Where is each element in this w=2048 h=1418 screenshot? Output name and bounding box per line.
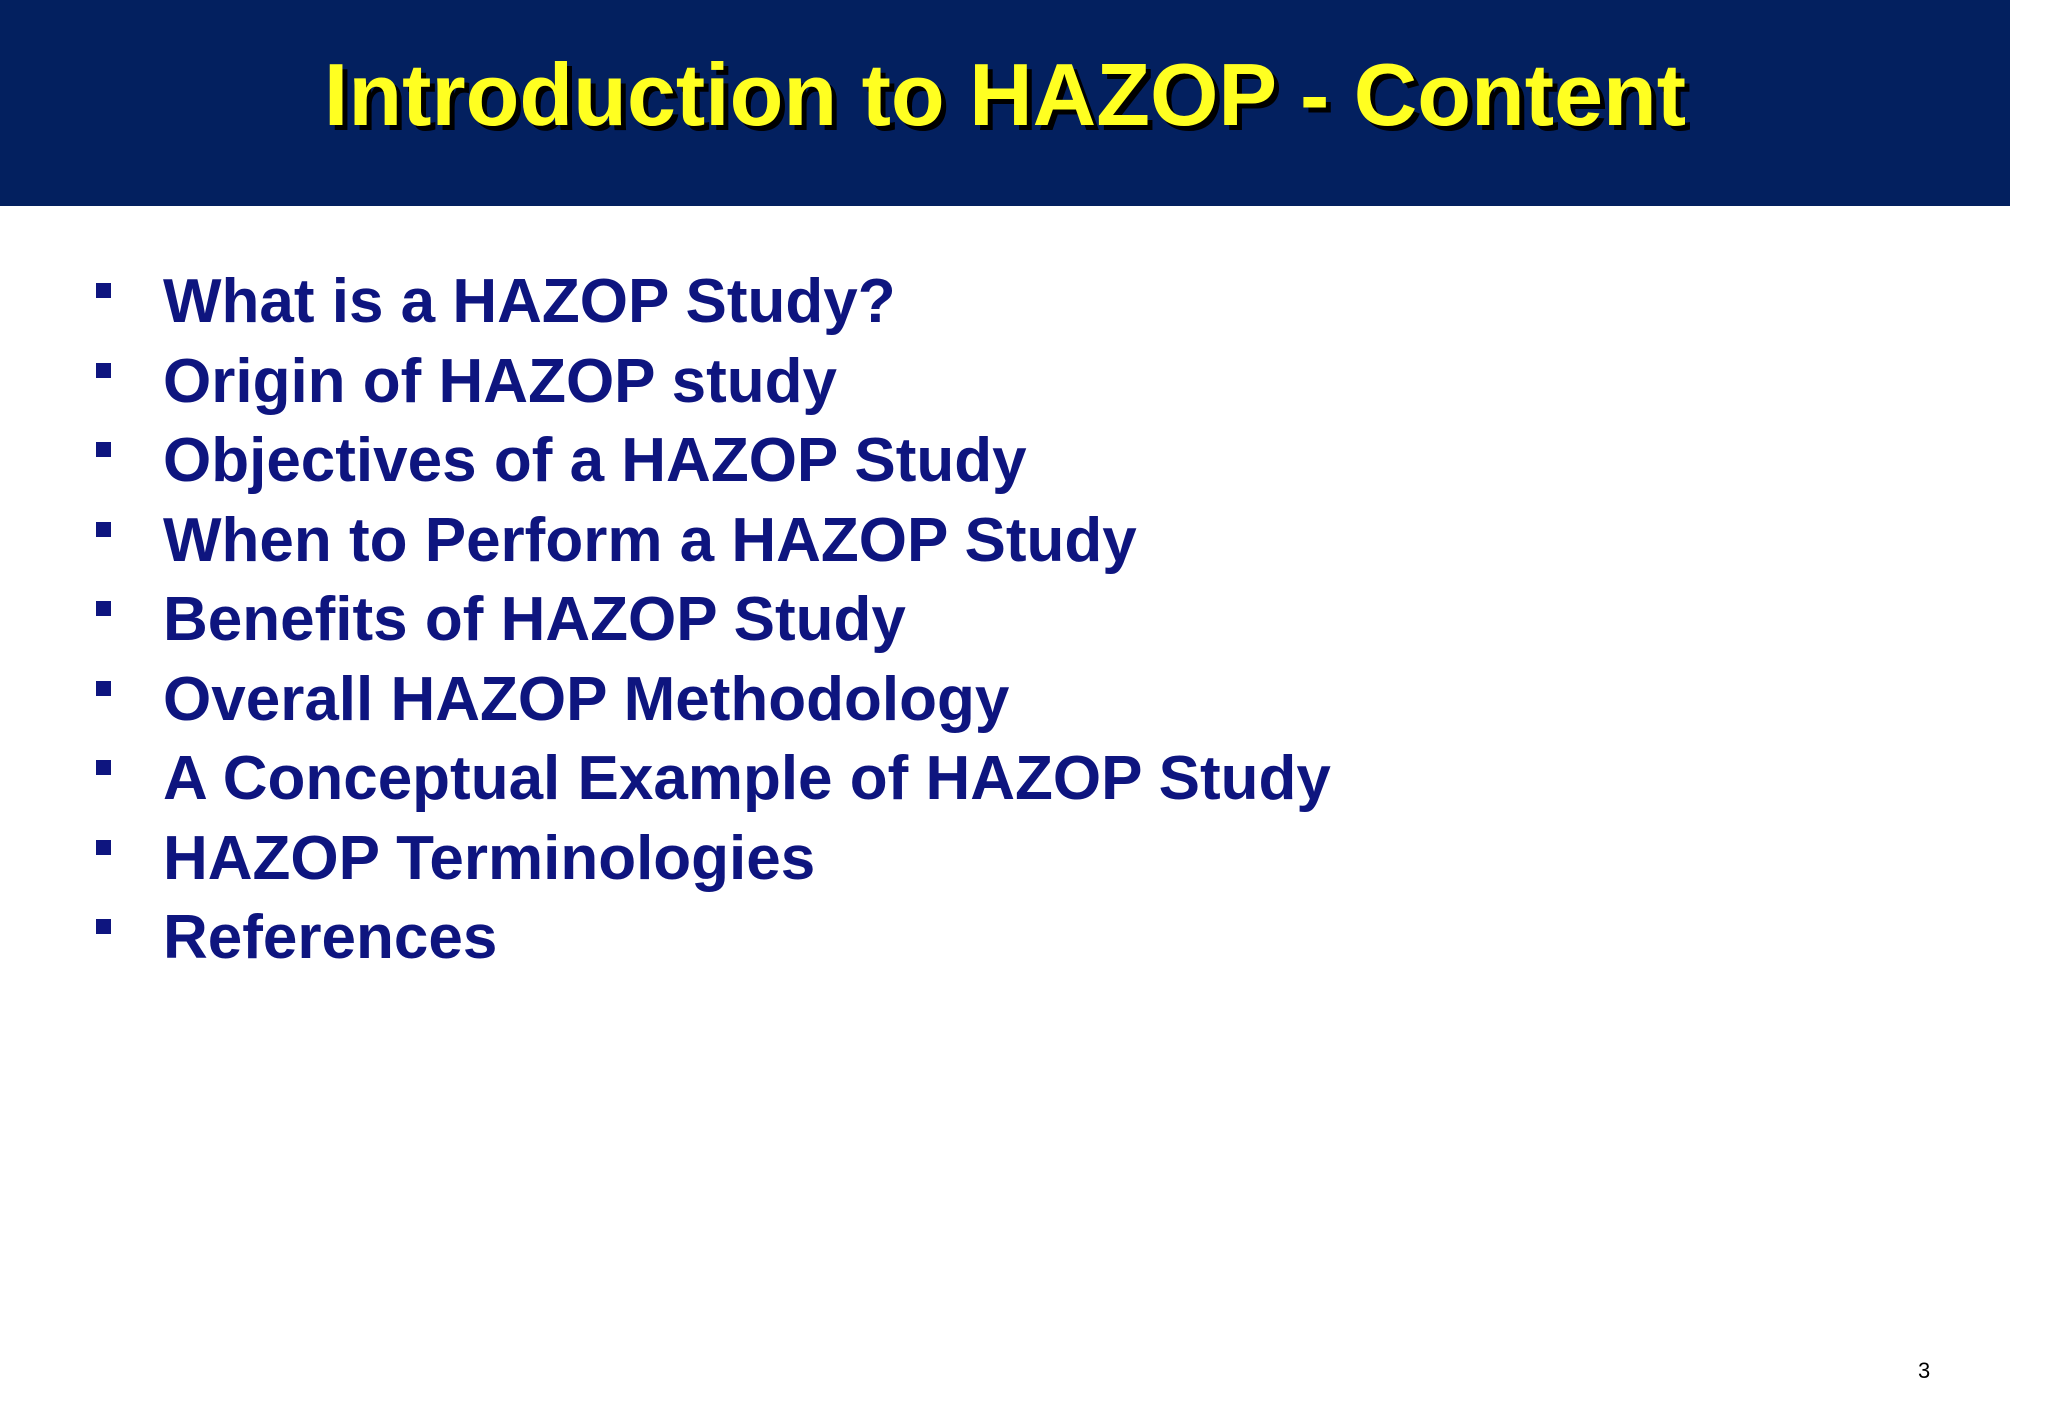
list-item-label: When to Perform a HAZOP Study (163, 505, 1137, 575)
list-item (96, 421, 1331, 501)
square-bullet-icon (96, 283, 111, 298)
list-item-label: Objectives of a HAZOP Study (163, 426, 1027, 496)
list-item (96, 660, 1331, 740)
list-item-label: References (163, 903, 498, 973)
list-item-label: Origin of HAZOP study (163, 346, 837, 416)
list-item-label: Benefits of HAZOP Study (163, 585, 906, 655)
list-item-label: HAZOP Terminologies (163, 823, 816, 893)
square-bullet-icon (96, 681, 111, 696)
square-bullet-icon (96, 442, 111, 457)
list-item (96, 580, 1331, 660)
square-bullet-icon (96, 760, 111, 775)
list-item-label: A Conceptual Example of HAZOP Study (163, 744, 1331, 814)
list-item (96, 739, 1331, 819)
list-item (96, 501, 1331, 581)
list-item (96, 819, 1331, 899)
content-list (96, 262, 1331, 978)
list-item (96, 342, 1331, 422)
slide-title: Introduction to HAZOP - Content (323, 45, 1687, 144)
square-bullet-icon (96, 363, 111, 378)
square-bullet-icon (96, 840, 111, 855)
square-bullet-icon (96, 919, 111, 934)
list-item (96, 262, 1331, 342)
square-bullet-icon (96, 601, 111, 616)
list-item-label: What is a HAZOP Study? (163, 267, 896, 337)
list-item (96, 898, 1331, 978)
square-bullet-icon (96, 522, 111, 537)
page-number: 3 (1918, 1358, 1931, 1383)
slide-header (0, 0, 2010, 206)
list-item-label: Overall HAZOP Methodology (163, 664, 1010, 734)
